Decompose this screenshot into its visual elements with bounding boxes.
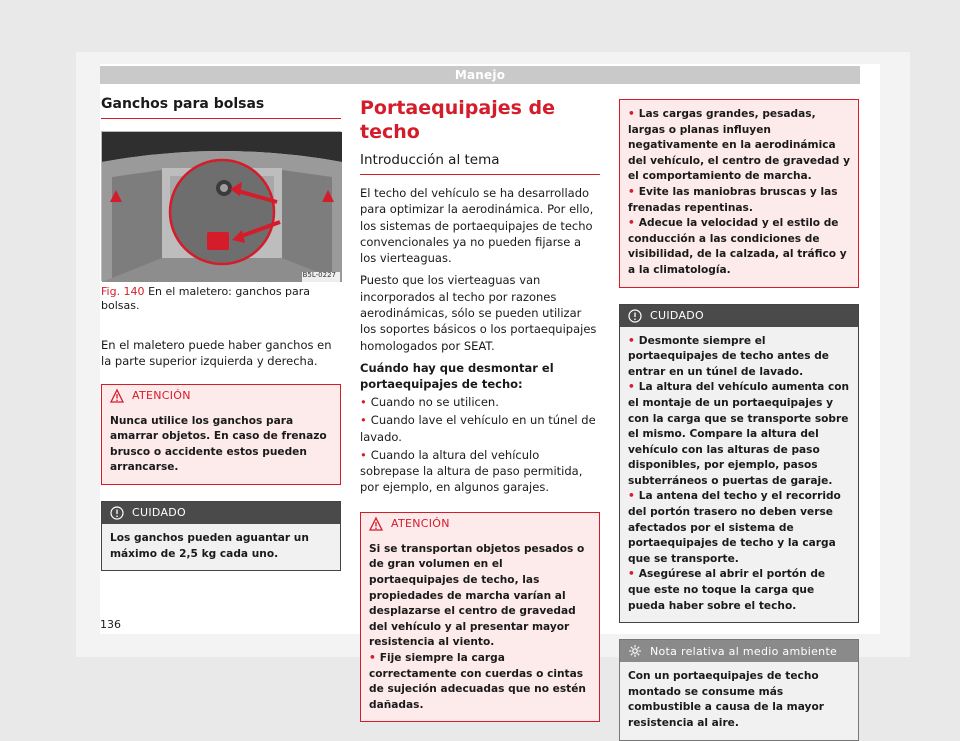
list-item: • Cuando lave el vehículo en un túnel de lavado. [360, 413, 596, 444]
warning-list-item: • Evite las maniobras bruscas y las frenadas repentinas. [628, 185, 838, 214]
warning-heading: ATENCIÓN [132, 389, 191, 403]
figure-code: B5L-0227 [302, 271, 336, 279]
caution-header [102, 502, 340, 524]
list-heading: Cuándo hay que desmontar el portaequipajes de techo: [360, 360, 554, 391]
page-number: 136 [100, 618, 121, 631]
info-circle-icon [628, 309, 642, 323]
warning-triangle-icon [110, 389, 124, 403]
environment-note-header [620, 640, 858, 662]
environment-note-text: Con un portaequipajes de techo montado se consume más combustible a causa de la mayor resistencia al aire. [620, 662, 858, 739]
environment-note-heading: Nota relativa al medio ambiente [650, 644, 838, 658]
warning-body [361, 535, 599, 722]
column-middle [360, 96, 600, 722]
warning-triangle-icon [369, 517, 383, 531]
caution-header [620, 305, 858, 327]
warning-box [360, 512, 600, 723]
column-right [619, 99, 859, 741]
caution-list-item: • Desmonte siempre el portaequipajes de techo antes de entrar en un túnel de lavado. [628, 334, 829, 378]
warning-header [361, 513, 599, 535]
warning-box [101, 384, 341, 485]
trunk-hooks-figure [101, 131, 341, 281]
chapter-header: Manejo [100, 66, 860, 84]
caution-box [619, 304, 859, 624]
warning-list-item: • Fije siempre la carga correctamente con cuerdas o cintas de sujeción adecuadas que no estén dañadas. [369, 651, 586, 711]
list-item: • Cuando no se utilicen. [360, 394, 499, 409]
warning-list-item: • Adecue la velocidad y el estilo de conducción a las condiciones de visibilidad, de la calzada, al tráfico y a la climatología. [628, 217, 847, 276]
section-subtitle: Introducción al tema [360, 152, 600, 175]
warning-list-item: • Las cargas grandes, pesadas, largas o planas influyen negativamente en la aerodinámica del vehículo, el centro de gravedad y el comportamiento de marcha. [628, 108, 850, 183]
caution-text: Los ganchos pueden aguantar un máximo de 2,5 kg cada uno. [102, 524, 340, 570]
figure-caption [101, 285, 341, 313]
warning-header [102, 385, 340, 407]
caution-body [620, 327, 858, 623]
caution-heading: CUIDADO [132, 506, 187, 520]
column-left [101, 96, 341, 571]
figure-label: Fig. 140 [101, 285, 145, 298]
caution-box [101, 501, 341, 571]
figure-caption-text: En el maletero: ganchos para bolsas. [101, 285, 311, 312]
chapter-title: Portaequipajes de techo [360, 97, 556, 143]
warning-heading: ATENCIÓN [391, 517, 450, 531]
warning-text: Si se transportan objetos pesados o de gran volumen en el portaequipajes de techo, las propiedades de marcha varían al desplazarse el centro de gravedad del vehículo y al presentar mayor resistencia al viento. [369, 542, 585, 649]
caution-heading: CUIDADO [650, 309, 705, 323]
caution-list-item: • La altura del vehículo aumenta con el montaje de un portaequipajes y con la carga que se transporte sobre el mismo. Compare la altura del vehículo con las alturas de paso disponibles, por ejemplo, pasos subterráneos o puertas de garaje. [628, 381, 850, 487]
warning-text: Nunca utilice los ganchos para amarrar objetos. En caso de frenazo brusco o accidente estos pueden arrancarse. [102, 407, 340, 484]
list-item: • Cuando la altura del vehículo sobrepase la altura de paso permitida, por ejemplo, en algunos garajes. [360, 447, 583, 495]
caution-list-item: • La antena del techo y el recorrido del portón trasero no deben verse afectados por el sistema de portaequipajes de techo y la carga que se transporte. [628, 490, 841, 565]
warning-body [620, 100, 858, 287]
environment-note-box [619, 639, 859, 740]
trunk-illustration [102, 132, 342, 282]
environment-icon [628, 644, 642, 658]
warning-continued-box [619, 99, 859, 288]
body-paragraph: Puesto que los vierteaguas van incorporados al techo por razones aerodinámicas, sólo se pueden utilizar los soportes básicos o los portaequipajes homologados por SEAT. [360, 273, 597, 353]
section-title: Ganchos para bolsas [101, 96, 341, 119]
body-paragraph: En el maletero puede haber ganchos en la parte superior izquierda y derecha. [101, 338, 332, 369]
caution-list-item: • Asegúrese al abrir el portón de que este no toque la carga que pueda haber sobre el techo. [628, 568, 826, 612]
body-paragraph: El techo del vehículo se ha desarrollado para optimizar la aerodinámica. Por ello, los sistemas de portaequipajes de techo convencionales ya no pueden fijarse a los vierteaguas. [360, 186, 594, 266]
info-circle-icon [110, 506, 124, 520]
